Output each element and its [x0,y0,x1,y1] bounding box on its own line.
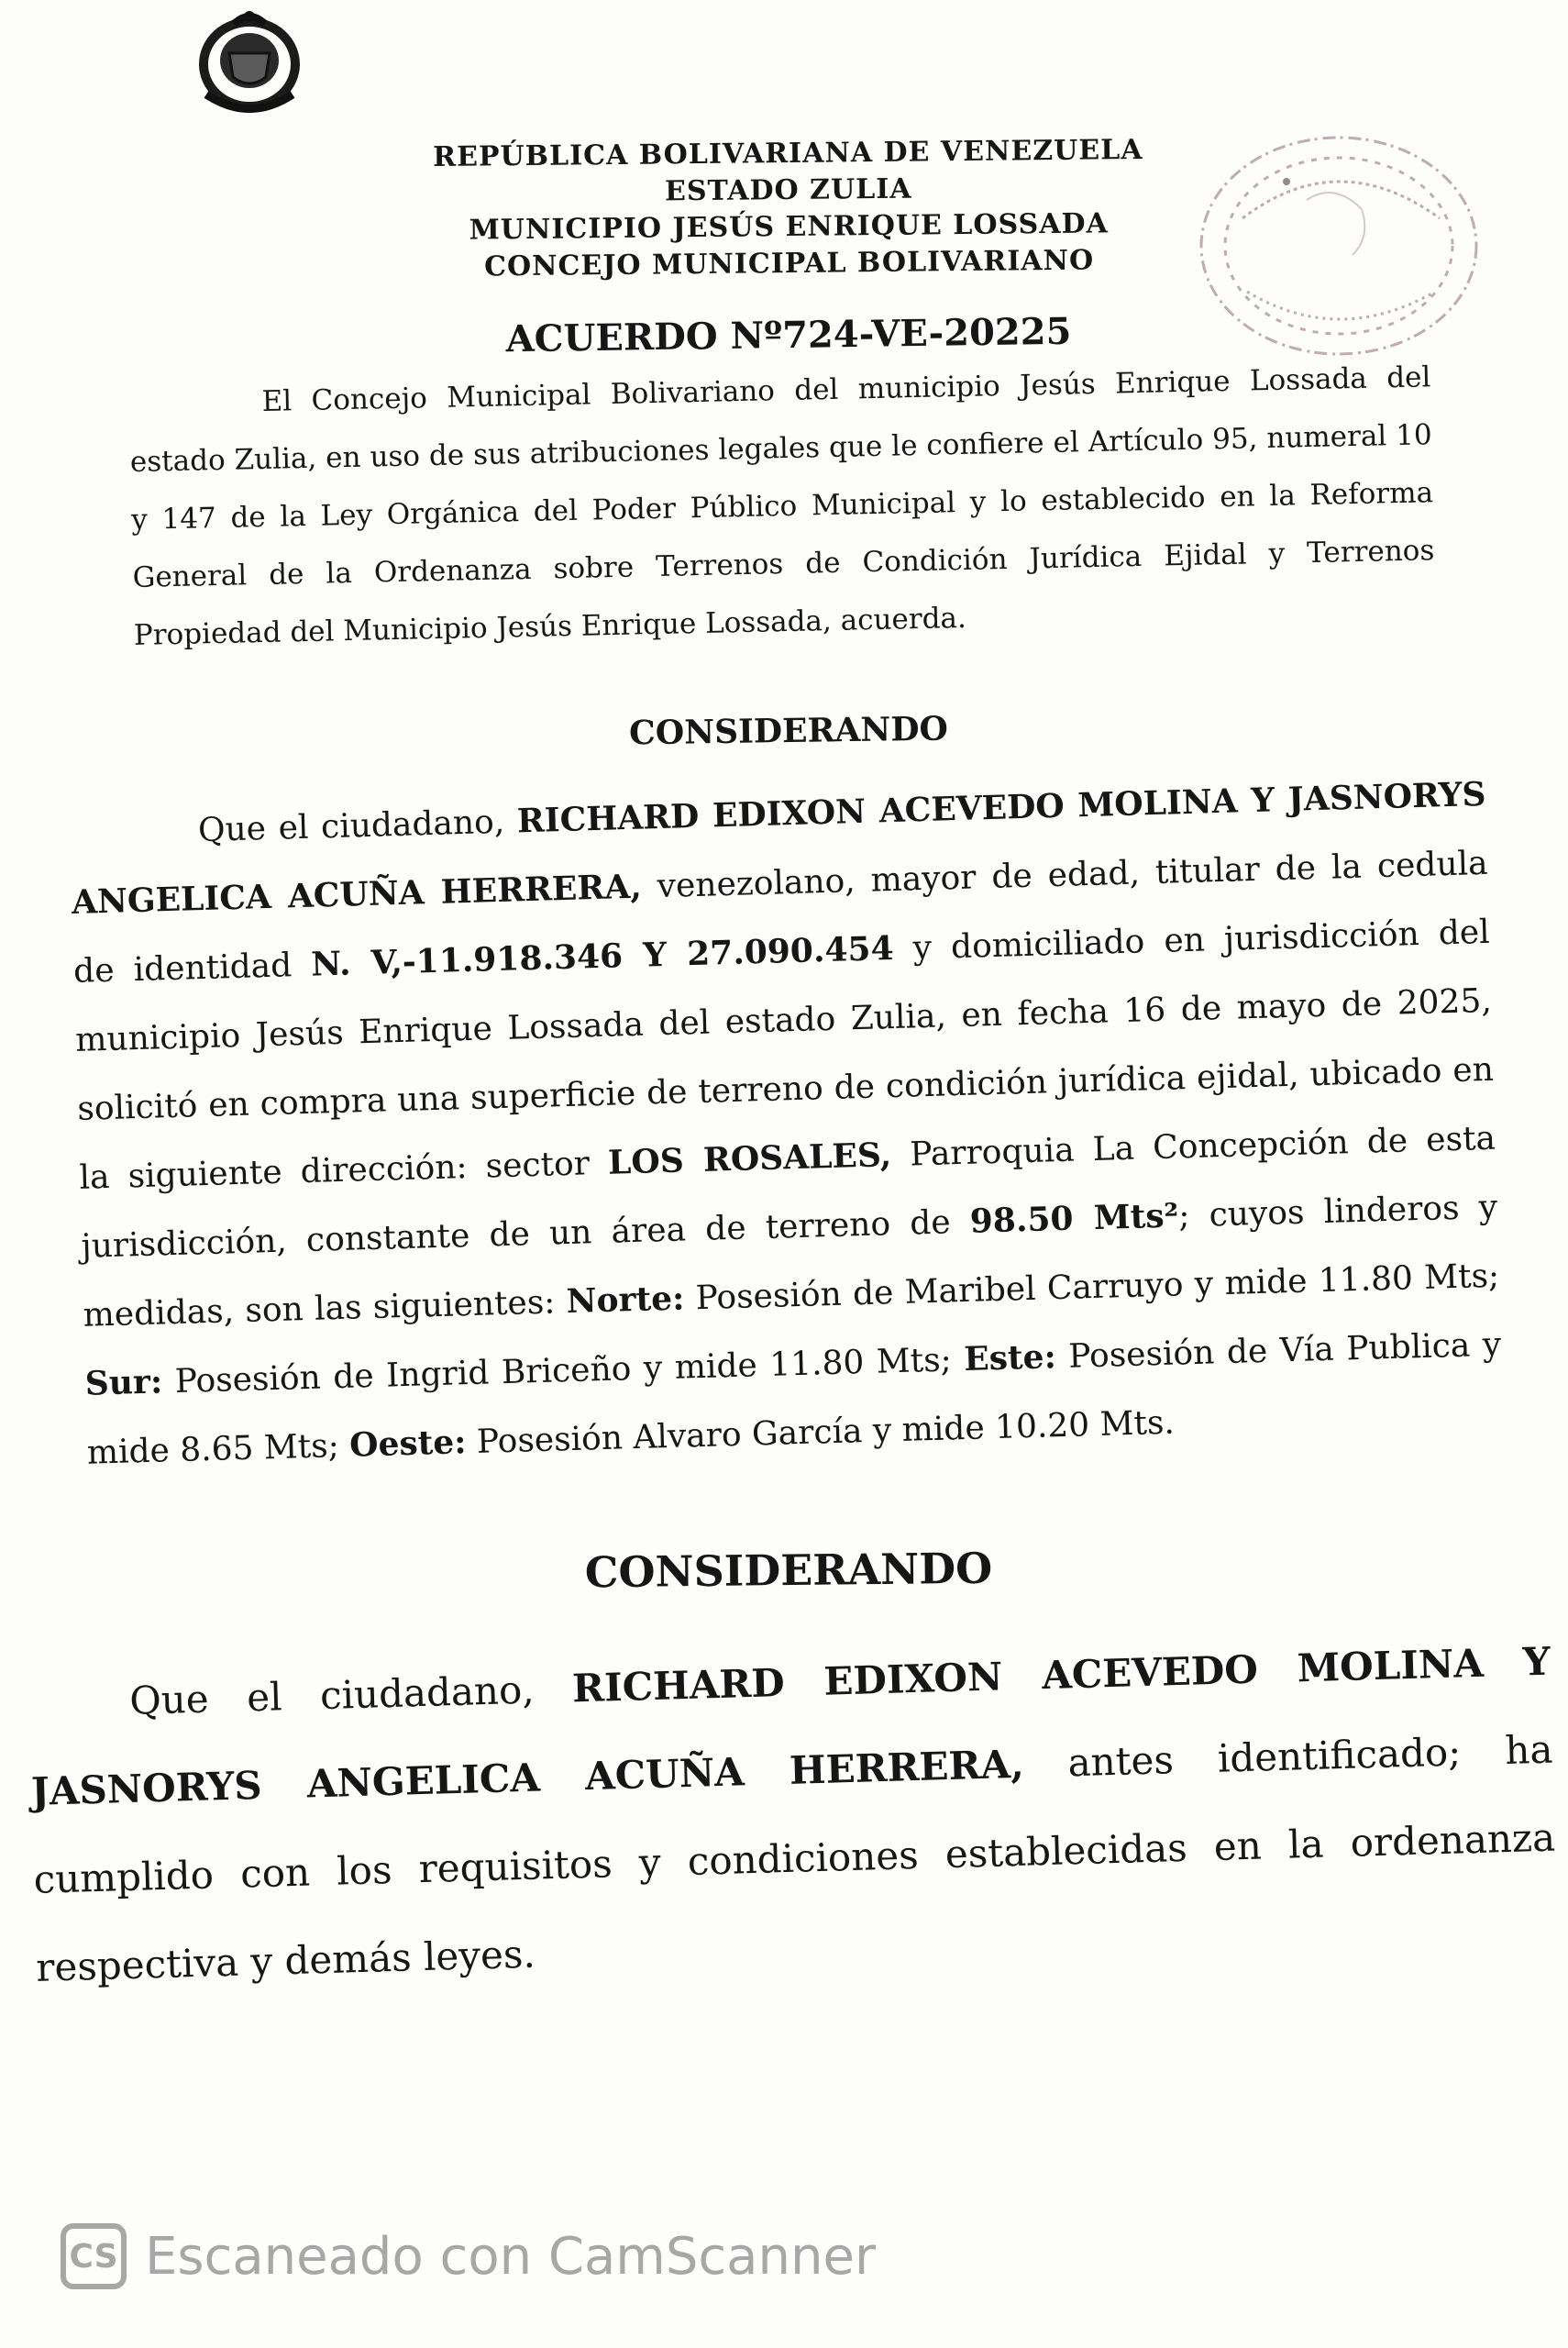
c2-text-2: antes identificado; ha cumplido con los requisitos y condiciones establecidas en la ordenanza respectiva y demás leyes. [33,1726,1556,1990]
considerando-paragraph-2 [28,1618,1559,2012]
agreement-title: ACUERDO Nº724-VE-20225 [505,309,1072,361]
coat-of-arms-emblem [188,7,312,125]
c1-sector-name: LOS ROSALES, [607,1135,892,1182]
c1-id-numbers: N. V,-11.918.346 Y 27.090.454 [310,928,895,984]
header-municipality: MUNICIPIO JESÚS ENRIQUE LOSSADA [469,207,1109,247]
c1-sur-label: Sur: [84,1362,163,1403]
c2-applicant-names: RICHARD EDIXON ACEVEDO MOLINA Y JASNORYS ANGELICA ACUÑA HERRERA, [30,1638,1551,1814]
c1-norte-label: Norte: [566,1279,685,1322]
header-republic: REPÚBLICA BOLIVARIANA DE VENEZUELA [432,133,1143,174]
header-state: ESTADO ZULIA [664,172,912,208]
official-seal-stamp [1178,117,1499,379]
c1-oeste-label: Oeste: [348,1423,468,1465]
c1-oeste-text: Posesión Alvaro García y mide 10.20 Mts. [465,1403,1176,1462]
institution-header [384,131,1193,286]
c1-este-text: Posesión de Vía Publica y mide 8.65 Mts; [86,1325,1502,1472]
intro-paragraph [128,349,1436,665]
intro-text: El Concejo Municipal Bolivariano del municipio Jesús Enrique Lossada del estado Zulia, en uso de sus atribuciones legales que le confiere el Artículo 95, numeral 10 y 147 de la Ley Orgánica del Poder Público Municipal y lo establecido en la Reforma General de la Ordenanza sobre Terrenos de Condición Jurídica Ejidal y Terrenos Propiedad del Municipio Jesús Enrique Lossada, acuerda. [129,360,1435,652]
considerando-paragraph-1 [69,760,1504,1488]
c1-text-3: y domiciliado en jurisdicción del municipio Jesús Enrique Lossada del estado Zulia, en fecha 16 de mayo de 2025, solicitó en compra una superficie de terreno de condición jurídica ejidal, ubicado en la siguiente dirección: sector [74,913,1495,1197]
c1-sur-text: Posesión de Ingrid Briceño y mide 11.80 Mts; [161,1340,965,1401]
watermark-text: Escaneado con CamScanner [145,2226,876,2287]
c1-este-label: Este: [963,1337,1057,1379]
considerando-heading-1: CONSIDERANDO [628,709,949,753]
camscanner-watermark [61,2220,876,2293]
c1-text-2: venezolano, mayor de edad, titular de la cedula de identidad [72,844,1489,991]
c1-text-4: Parroquia La Concepción de esta jurisdicción, constante de un área de terreno de [81,1119,1496,1266]
c1-text-5: ; cuyos linderos y medidas, son las siguientes: [83,1188,1498,1335]
c1-applicant-names: RICHARD EDIXON ACEVEDO MOLINA Y JASNORYS ANGELICA ACUÑA HERRERA, [71,774,1487,922]
c1-norte-text: Posesión de Maribel Carruyo y mide 11.80 Mts; [683,1257,1500,1318]
camscanner-logo-icon: CS [61,2223,127,2289]
considerando-heading-2: CONSIDERANDO [584,1543,993,1598]
c1-area-value: 98.50 Mts² [969,1196,1179,1241]
header-council: CONCEJO MUNICIPAL BOLIVARIANO [483,244,1095,283]
c2-text-1: Que el ciudadano, [128,1666,573,1723]
c1-text-1: Que el ciudadano, [197,803,518,850]
